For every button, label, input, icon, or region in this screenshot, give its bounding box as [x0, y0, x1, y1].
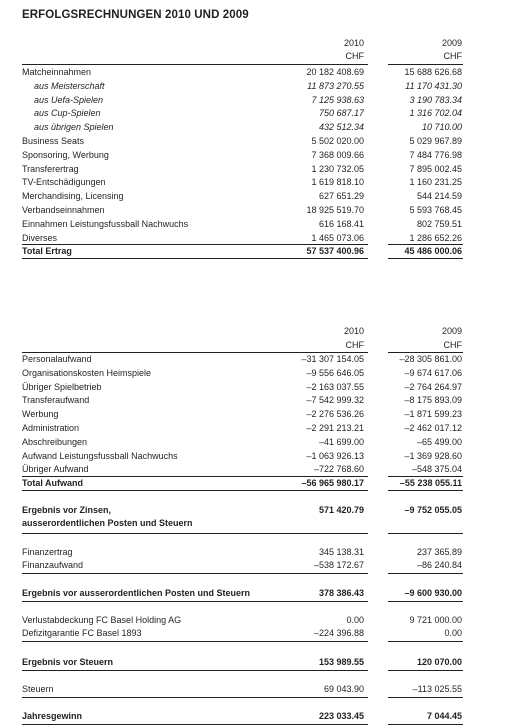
verlustabdeckung-2010: 0.00 — [346, 615, 364, 625]
aufwand-item-value-2010: –722 768.60 — [313, 464, 364, 475]
aufwand-item-value-2009: –2 462 017.12 — [404, 423, 462, 433]
ergebnis-vor-steuern-row — [0, 656, 507, 669]
finanzertrag-row — [0, 546, 507, 559]
holding-rule-right — [388, 641, 463, 642]
ertrag-item-row — [0, 107, 507, 120]
aufwand-item-label: Aufwand Leistungsfussball Nachwuchs — [22, 450, 178, 461]
aufwand-bottom-rule-left — [22, 490, 368, 491]
verlustabdeckung-2009: 9 721 000.00 — [409, 615, 462, 625]
defizitgarantie-label: Defizitgarantie FC Basel 1893 — [22, 628, 142, 638]
ergebnis-ausserordentlich-2010: 378 386.43 — [318, 588, 364, 598]
ertrag-item-value-2010: 11 873 270.55 — [307, 80, 364, 91]
aufwand-total-row — [0, 477, 507, 490]
ertrag-item-value-2010: 18 925 519.70 — [306, 205, 364, 215]
finanzertrag-label: Finanzertrag — [22, 547, 73, 557]
ertrag-item-value-2009: 1 286 652.26 — [409, 232, 462, 243]
ertrag-unit-2010: CHF — [345, 51, 364, 61]
aufwand-item-value-2009: –1 871 599.23 — [404, 409, 462, 420]
ergebnis-vor-steuern-label: Ergebnis vor Steuern — [22, 657, 114, 667]
ertrag-item-value-2009: 5 593 768.45 — [409, 205, 462, 215]
aufwand-total-label: Total Aufwand — [22, 478, 83, 488]
ertrag-total-row — [0, 245, 507, 258]
ertrag-total-2010: 57 537 400.96 — [306, 246, 364, 256]
ertrag-item-label: aus Meisterschaft — [34, 80, 105, 91]
ertrag-item-label: aus Uefa-Spielen — [34, 94, 104, 105]
aufwand-item-value-2009: –28 305 861.00 — [399, 354, 462, 364]
ertrag-item-value-2009: 544 214.59 — [416, 191, 462, 202]
aufwand-year-2010: 2010 — [343, 326, 364, 336]
ertrag-item-value-2010: 1 230 732.05 — [311, 163, 364, 174]
aufwand-year-2009: 2009 — [441, 326, 462, 336]
verlustabdeckung-row — [0, 614, 507, 627]
aufwand-item-row — [0, 381, 507, 394]
steuern-rule-left — [22, 697, 368, 698]
ertrag-item-row — [0, 149, 507, 162]
jahresgewinn-2010: 223 033.45 — [318, 711, 364, 721]
finanzertrag-2009: 237 365.89 — [416, 547, 462, 557]
ertrag-header-rule-left — [22, 64, 368, 65]
ertrag-item-value-2009: 7 484 776.98 — [409, 149, 462, 160]
ertrag-item-value-2009: 1 316 702.04 — [409, 108, 462, 119]
aufwand-item-value-2009: –548 375.04 — [411, 464, 462, 475]
aufwand-item-value-2010: –31 307 154.05 — [301, 354, 364, 364]
aufwand-item-label: Werbung — [22, 409, 59, 420]
ertrag-total-label: Total Ertrag — [22, 246, 72, 256]
ertrag-item-value-2009: 802 759.51 — [416, 218, 462, 229]
ertrag-header-rule-right — [388, 64, 463, 65]
ertrag-bottom-rule-right — [388, 258, 463, 259]
ertrag-item-value-2010: 627 651.29 — [318, 191, 364, 202]
aufwand-item-label: Transferaufwand — [22, 395, 90, 406]
ertrag-item-row — [0, 204, 507, 217]
aufwand-unit-header — [0, 339, 507, 352]
aufwand-item-row — [0, 463, 507, 476]
ergebnis-vor-steuern-rule-right — [388, 670, 463, 671]
finanz-rule-right — [388, 573, 463, 574]
verlustabdeckung-label: Verlustabdeckung FC Basel Holding AG — [22, 615, 182, 625]
ertrag-item-label: Verbandseinnahmen — [22, 205, 105, 215]
ertrag-item-label: aus Cup-Spielen — [34, 108, 101, 119]
ergebnis-vor-steuern-2009: 120 070.00 — [416, 657, 462, 667]
ertrag-item-row — [0, 94, 507, 107]
finanz-rule-left — [22, 573, 368, 574]
aufwand-item-row — [0, 408, 507, 421]
ergebnis-ausserordentlich-row — [0, 587, 507, 600]
ergebnis-ausserordentlich-2009: –9 600 930.00 — [404, 588, 462, 598]
ertrag-year-header — [0, 37, 507, 50]
aufwand-total-2010: –56 965 980.17 — [301, 478, 364, 488]
ertrag-item-label: Merchandising, Licensing — [22, 191, 124, 202]
ertrag-year-2009: 2009 — [441, 38, 462, 48]
steuern-2010: 69 043.90 — [323, 684, 364, 694]
steuern-2009: –113 025.55 — [412, 684, 462, 694]
ertrag-item-label: Business Seats — [22, 136, 85, 146]
aufwand-total-2009: –55 238 055.11 — [399, 478, 462, 488]
ergebnis-ausserordentlich-rule-right — [388, 601, 463, 602]
aufwand-item-value-2009: –65 499.00 — [416, 436, 462, 447]
aufwand-item-value-2010: –1 063 926.13 — [306, 450, 364, 461]
ertrag-item-label: Transferertrag — [22, 163, 79, 174]
ertrag-item-value-2009: 3 190 783.34 — [409, 94, 462, 105]
ergebnis-vor-zinsen-label-line1: Ergebnis vor Zinsen, — [22, 505, 112, 515]
aufwand-item-value-2010: –2 276 536.26 — [306, 409, 364, 420]
aufwand-item-row — [0, 353, 507, 366]
aufwand-item-value-2010: –41 699.00 — [318, 436, 364, 447]
page-title: ERFOLGSRECHNUNGEN 2010 UND 2009 — [22, 9, 249, 21]
aufwand-item-label: Personalaufwand — [22, 354, 92, 364]
aufwand-item-value-2010: –2 291 213.21 — [306, 423, 364, 433]
ertrag-unit-2009: CHF — [443, 51, 462, 61]
aufwand-item-value-2010: –2 163 037.55 — [306, 381, 364, 392]
defizitgarantie-2009: 0.00 — [444, 628, 462, 638]
ertrag-item-value-2010: 7 125 938.63 — [311, 94, 364, 105]
ertrag-item-label: Matcheinnahmen — [22, 67, 92, 77]
ergebnis-vor-zinsen-rule-right — [388, 533, 463, 534]
ertrag-item-label: Diverses — [22, 232, 58, 243]
ertrag-item-label: Sponsoring, Werbung — [22, 149, 109, 160]
aufwand-item-label: Abschreibungen — [22, 436, 88, 447]
defizitgarantie-row — [0, 627, 507, 640]
ergebnis-vor-steuern-2010: 153 989.55 — [318, 657, 364, 667]
ergebnis-vor-zinsen-2009: –9 752 055.05 — [404, 505, 462, 515]
aufwand-item-value-2009: –8 175 893.09 — [404, 395, 462, 406]
ertrag-item-value-2009: 1 160 231.25 — [409, 177, 462, 188]
aufwand-item-value-2010: –7 542 999.32 — [306, 395, 364, 406]
ertrag-unit-header — [0, 50, 507, 63]
aufwand-bottom-rule-right — [388, 490, 463, 491]
ergebnis-ausserordentlich-rule-left — [22, 601, 368, 602]
aufwand-item-row — [0, 436, 507, 449]
ertrag-item-value-2009: 7 895 002.45 — [409, 163, 462, 174]
ertrag-item-value-2010: 432 512.34 — [318, 122, 364, 133]
holding-rule-left — [22, 641, 368, 642]
steuern-label: Steuern — [22, 684, 54, 694]
jahresgewinn-rule-left — [22, 724, 368, 725]
aufwand-item-row — [0, 450, 507, 463]
ertrag-item-row — [0, 176, 507, 189]
ertrag-item-value-2010: 1 619 818.10 — [311, 177, 364, 188]
ertrag-bottom-rule-left — [22, 258, 368, 259]
aufwand-item-label: Übriger Spielbetrieb — [22, 381, 102, 392]
ertrag-item-value-2009: 10 710.00 — [421, 122, 462, 133]
jahresgewinn-2009: 7 044.45 — [426, 711, 462, 721]
aufwand-unit-2010: CHF — [345, 340, 364, 350]
finanzertrag-2010: 345 138.31 — [318, 547, 364, 557]
ertrag-item-row — [0, 232, 507, 245]
ertrag-item-value-2010: 7 368 009.66 — [311, 149, 364, 160]
ertrag-item-row — [0, 66, 507, 79]
ergebnis-vor-zinsen-label — [22, 504, 193, 530]
ertrag-item-row — [0, 218, 507, 231]
finanzaufwand-2010: –538 172.67 — [313, 560, 364, 570]
ergebnis-vor-zinsen-label-line2: ausserordentlichen Posten und Steuern — [22, 518, 193, 528]
steuern-rule-right — [388, 697, 463, 698]
ertrag-item-row — [0, 163, 507, 176]
ertrag-item-row — [0, 135, 507, 148]
aufwand-item-label: Organisationskosten Heimspiele — [22, 367, 152, 378]
ertrag-item-label: Einnahmen Leistungsfussball Nachwuchs — [22, 218, 189, 229]
ergebnis-ausserordentlich-label: Ergebnis vor ausserordentlichen Posten und Steuern — [22, 588, 251, 598]
ertrag-item-value-2010: 616 168.41 — [318, 218, 364, 229]
ergebnis-vor-zinsen-row — [0, 504, 507, 532]
defizitgarantie-2010: –224 396.88 — [313, 628, 364, 638]
ertrag-item-value-2010: 1 465 073.06 — [311, 232, 364, 243]
ergebnis-vor-steuern-rule-left — [22, 670, 368, 671]
ertrag-year-2010: 2010 — [343, 38, 364, 48]
ertrag-item-value-2010: 20 182 408.69 — [306, 67, 364, 77]
ertrag-item-label: aus übrigen Spielen — [34, 122, 114, 133]
steuern-row — [0, 683, 507, 696]
ertrag-item-row — [0, 80, 507, 93]
aufwand-year-header — [0, 325, 507, 338]
finanzaufwand-2009: –86 240.84 — [416, 560, 462, 570]
aufwand-item-row — [0, 394, 507, 407]
aufwand-item-value-2009: –9 674 617.06 — [404, 367, 462, 378]
ertrag-item-value-2009: 11 170 431.30 — [405, 80, 462, 91]
aufwand-unit-2009: CHF — [443, 340, 462, 350]
ertrag-total-2009: 45 486 000.06 — [404, 246, 462, 256]
ergebnis-vor-zinsen-rule-left — [22, 533, 368, 534]
ertrag-item-value-2010: 750 687.17 — [318, 108, 364, 119]
ertrag-item-value-2010: 5 502 020.00 — [311, 136, 364, 146]
ergebnis-vor-zinsen-2010: 571 420.79 — [318, 505, 364, 515]
aufwand-item-value-2010: –9 556 646.05 — [306, 367, 364, 378]
aufwand-item-row — [0, 422, 507, 435]
jahresgewinn-row — [0, 710, 507, 723]
aufwand-item-value-2009: –1 369 928.60 — [404, 450, 462, 461]
ertrag-item-row — [0, 190, 507, 203]
ertrag-item-value-2009: 5 029 967.89 — [409, 136, 462, 146]
jahresgewinn-label: Jahresgewinn — [22, 711, 83, 721]
aufwand-item-label: Übriger Aufwand — [22, 464, 89, 475]
ertrag-item-label: TV-Entschädigungen — [22, 177, 106, 188]
ertrag-item-value-2009: 15 688 626.68 — [404, 67, 462, 77]
aufwand-item-row — [0, 367, 507, 380]
finanzaufwand-row — [0, 559, 507, 572]
aufwand-item-value-2009: –2 764 264.97 — [404, 381, 462, 392]
ertrag-item-row — [0, 121, 507, 134]
finanzaufwand-label: Finanzaufwand — [22, 560, 84, 570]
aufwand-item-label: Administration — [22, 423, 80, 433]
jahresgewinn-rule-right — [388, 724, 463, 725]
